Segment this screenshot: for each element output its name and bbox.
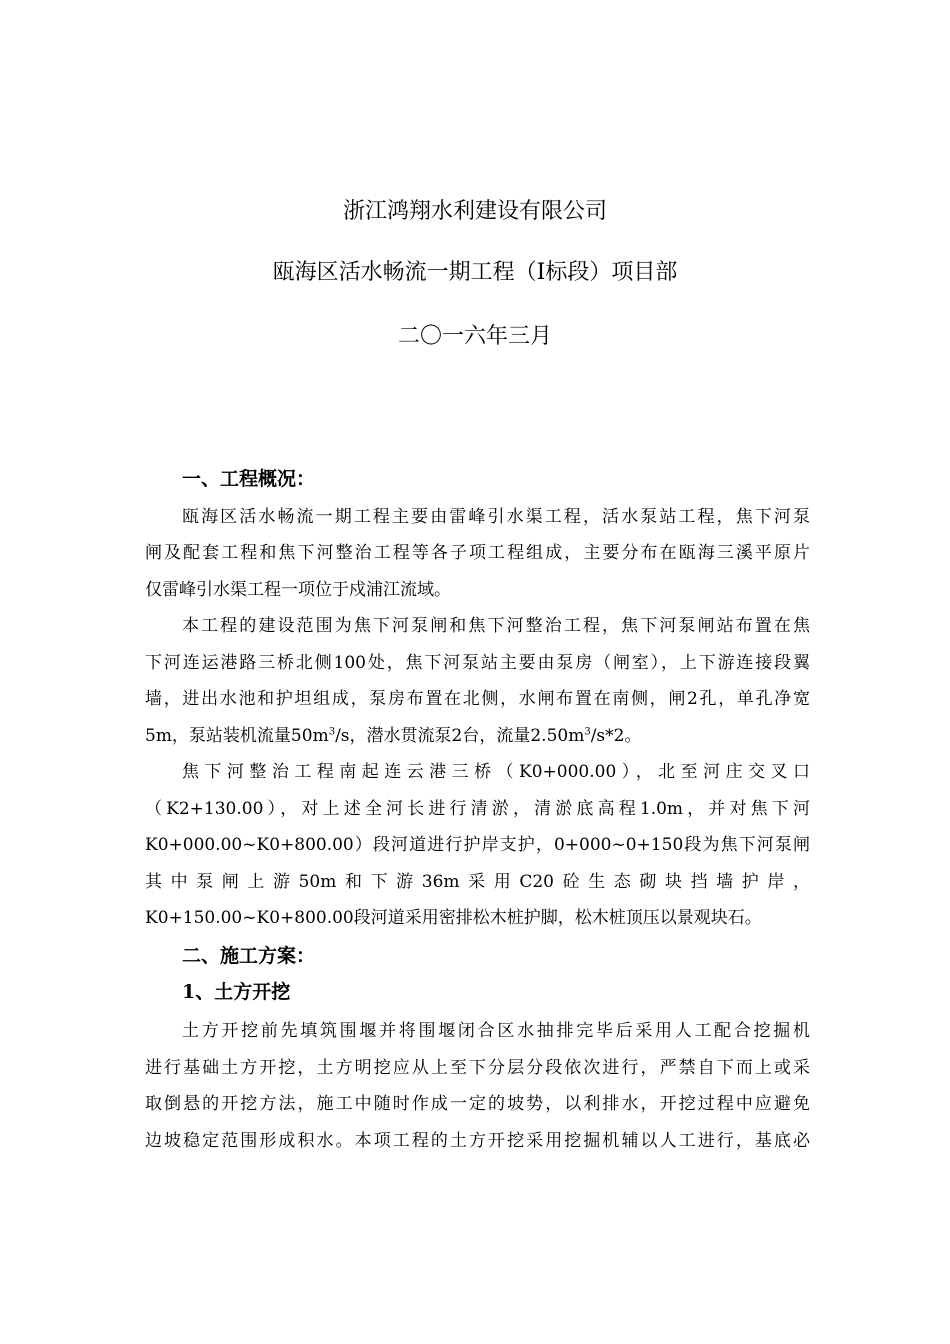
- company-name: 浙江鸿翔水利建设有限公司: [342, 199, 607, 224]
- paragraph-line: 边坡稳定范围形成积水。本项工程的土方开挖采用挖掘机辅以人工进行，基底必: [145, 1131, 810, 1151]
- paragraph-line: 仅雷峰引水渠工程一项位于戍浦江流域。: [145, 580, 451, 600]
- superscript: 3: [584, 726, 591, 738]
- text-run: /s，潜水贯流泵2台，流量2.50m: [335, 726, 585, 746]
- document-date: 二〇一六年三月: [397, 324, 552, 349]
- paragraph-line: 下河连运港路三桥北侧100处，焦下河泵站主要由泵房（闸室），上下游连接段翼: [145, 653, 810, 673]
- subsection-heading-excavation: 1、土方开挖: [182, 981, 291, 1003]
- paragraph-line: 闸及配套工程和焦下河整治工程等各子项工程组成，主要分布在瓯海三溪平原片: [145, 543, 810, 563]
- superscript: 3: [328, 726, 336, 738]
- project-name: 瓯海区活水畅流一期工程（I标段）项目部: [272, 260, 678, 285]
- paragraph-line: 本工程的建设范围为焦下河泵闸和焦下河整治工程，焦下河泵闸站布置在焦: [182, 616, 810, 636]
- paragraph-line: 进行基础土方开挖，土方明挖应从上至下分层分段依次进行，严禁自下而上或采: [145, 1058, 810, 1078]
- paragraph-line: 土方开挖前先填筑围堰并将围堰闭合区水抽排完毕后采用人工配合挖掘机: [182, 1021, 810, 1041]
- paragraph-line: [145, 721, 810, 751]
- paragraph-line: K0+000.00~K0+800.00）段河道进行护岸支护，0+000~0+150段为焦下河泵闸: [145, 835, 810, 855]
- paragraph-line: 墙，进出水池和护坦组成，泵房布置在北侧，水闸布置在南侧，闸2孔，单孔净宽: [145, 689, 810, 709]
- paragraph-line: 焦下河整治工程南起连云港三桥（K0+000.00），北至河庄交叉口: [182, 762, 810, 782]
- text-run: 5m，泵站装机流量50m: [145, 726, 329, 746]
- paragraph-line: 取倒悬的开挖方法，施工中随时作成一定的坡势，以利排水，开挖过程中应避免: [145, 1094, 810, 1114]
- paragraph-line: K0+150.00~K0+800.00段河道采用密排松木桩护脚，松木桩顶压以景观块石。: [145, 908, 762, 928]
- section-heading-overview: 一、工程概况：: [182, 468, 316, 490]
- paragraph-line: （K2+130.00），对上述全河长进行清淤，清淤底高程1.0m，并对焦下河: [145, 799, 810, 819]
- text-run: /s*2。: [590, 726, 642, 746]
- paragraph-line: 瓯海区活水畅流一期工程主要由雷峰引水渠工程，活水泵站工程，焦下河泵: [182, 507, 810, 527]
- paragraph-line: 其中泵闸上游50m和下游36m采用C20砼生态砌块挡墙护岸，: [145, 872, 810, 892]
- section-heading-plan: 二、施工方案：: [182, 945, 316, 967]
